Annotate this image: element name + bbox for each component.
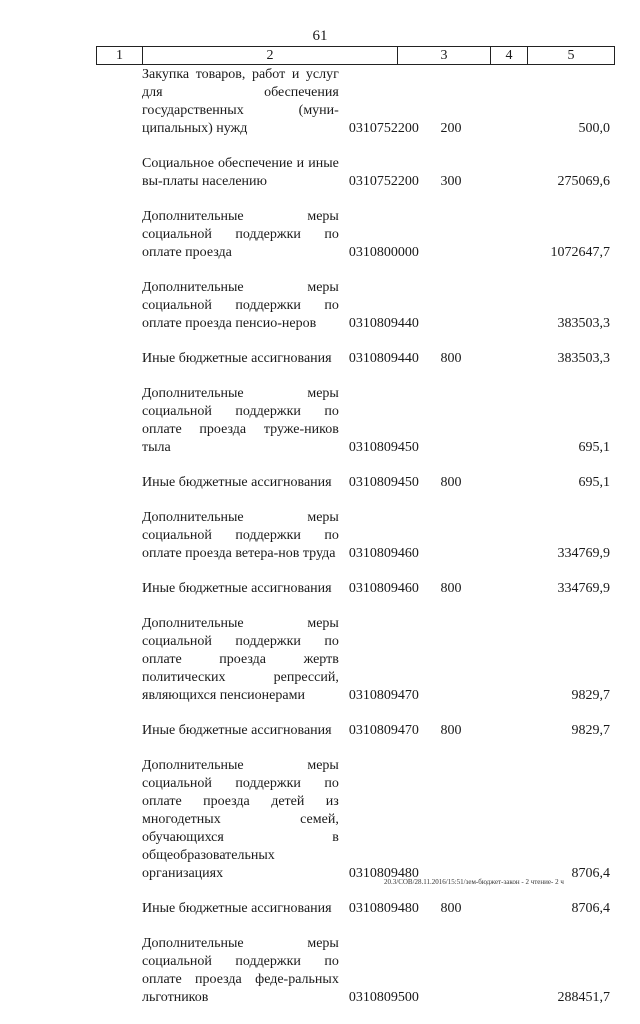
row-amount: 334769,9 bbox=[557, 581, 610, 596]
row-code: 0310809440 bbox=[348, 351, 419, 366]
row-code: 0310809460 bbox=[348, 581, 419, 596]
row-code: 0310752200 bbox=[348, 174, 419, 189]
row-name: Иные бюджетные ассигнования bbox=[142, 581, 332, 596]
row-code: 0310809500 bbox=[348, 990, 419, 1005]
row-type: 300 bbox=[440, 174, 462, 189]
table-row bbox=[96, 350, 614, 368]
row-amount: 383503,3 bbox=[557, 316, 610, 331]
row-code: 0310809470 bbox=[348, 688, 419, 703]
row-type: 800 bbox=[440, 901, 462, 916]
row-type: 800 bbox=[440, 475, 462, 490]
page-number: 61 bbox=[312, 28, 328, 44]
table-row bbox=[96, 385, 614, 457]
row-name: Дополнительные меры социальной поддержки по оплате проезда жертв политических репрессий, являющихся пенсионерами bbox=[142, 616, 339, 703]
row-code: 0310752200 bbox=[348, 121, 419, 136]
column-header-1: 1 bbox=[97, 47, 143, 65]
row-name: Дополнительные меры социальной поддержки по оплате проезда пенсио-неров bbox=[142, 280, 339, 331]
row-type: 800 bbox=[440, 351, 462, 366]
table-row bbox=[96, 208, 614, 262]
row-code: 0310809440 bbox=[348, 316, 419, 331]
row-name: Иные бюджетные ассигнования bbox=[142, 723, 332, 738]
row-amount: 383503,3 bbox=[557, 351, 610, 366]
row-code: 0310809470 bbox=[348, 723, 419, 738]
row-name: Дополнительные меры социальной поддержки по оплате проезда феде-ральных льготников bbox=[142, 936, 339, 1005]
row-name: Социальное обеспечение и иные вы-платы населению bbox=[142, 156, 339, 189]
row-amount: 500,0 bbox=[578, 121, 610, 136]
table-row bbox=[96, 66, 614, 138]
column-header-3: 3 bbox=[398, 47, 491, 65]
table-row bbox=[96, 757, 614, 883]
table-row bbox=[96, 474, 614, 492]
table-row bbox=[96, 279, 614, 333]
row-code: 0310809450 bbox=[348, 440, 419, 455]
row-code: 0310800000 bbox=[348, 245, 419, 260]
row-amount: 8706,4 bbox=[571, 901, 610, 916]
row-amount: 9829,7 bbox=[571, 723, 610, 738]
column-header-2: 2 bbox=[143, 47, 398, 65]
row-code: 0310809480 bbox=[348, 901, 419, 916]
row-name: Дополнительные меры социальной поддержки по оплате проезда детей из многодетных семей, обучающихся в общеобразовательных организациях bbox=[142, 758, 339, 881]
row-amount: 1072647,7 bbox=[550, 245, 610, 260]
column-header-4: 4 bbox=[491, 47, 528, 65]
row-name: Дополнительные меры социальной поддержки по оплате проезда труже-ников тыла bbox=[142, 386, 339, 455]
row-amount: 9829,7 bbox=[571, 688, 610, 703]
column-header-table bbox=[96, 46, 615, 65]
row-name: Иные бюджетные ассигнования bbox=[142, 475, 332, 490]
row-type: 800 bbox=[440, 723, 462, 738]
row-name: Иные бюджетные ассигнования bbox=[142, 351, 332, 366]
row-code: 0310809460 bbox=[348, 546, 419, 561]
row-amount: 8706,4 bbox=[571, 866, 610, 881]
table-row bbox=[96, 509, 614, 563]
row-code: 0310809450 bbox=[348, 475, 419, 490]
table-row bbox=[96, 615, 614, 705]
table-row bbox=[96, 580, 614, 598]
table-row bbox=[96, 900, 614, 918]
row-name: Иные бюджетные ассигнования bbox=[142, 901, 332, 916]
row-name: Дополнительные меры социальной поддержки по оплате проезда bbox=[142, 209, 339, 260]
table-row bbox=[96, 155, 614, 191]
row-amount: 275069,6 bbox=[557, 174, 610, 189]
row-amount: 695,1 bbox=[578, 440, 610, 455]
row-name: Закупка товаров, работ и услуг для обеспечения государственных (муни-ципальных) нужд bbox=[142, 67, 339, 136]
table-row bbox=[96, 935, 614, 1007]
row-type: 800 bbox=[440, 581, 462, 596]
row-type: 200 bbox=[440, 121, 462, 136]
column-header-5: 5 bbox=[528, 47, 615, 65]
footer-note: 20.3/СОВ/28.11.2016/15:51/зем-бюджет-закон - 2 чтение- 2 ч bbox=[384, 878, 564, 886]
row-amount: 695,1 bbox=[578, 475, 610, 490]
table-row bbox=[96, 722, 614, 740]
row-amount: 288451,7 bbox=[557, 990, 610, 1005]
row-code: 0310809480 bbox=[348, 866, 419, 881]
row-amount: 334769,9 bbox=[557, 546, 610, 561]
row-name: Дополнительные меры социальной поддержки по оплате проезда ветера-нов труда bbox=[142, 510, 339, 561]
